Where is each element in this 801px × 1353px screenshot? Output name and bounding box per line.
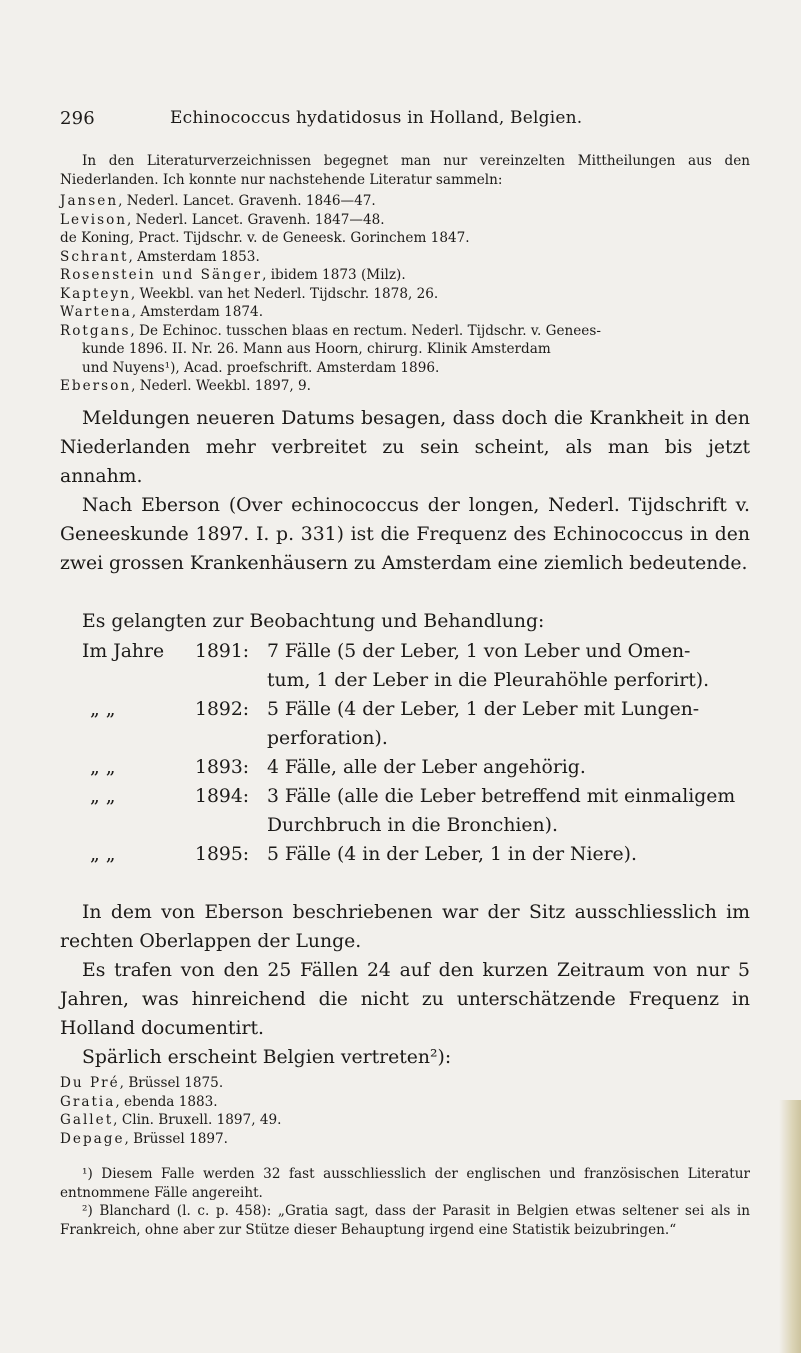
reference-continuation: kunde 1896. II. Nr. 26. Mann aus Hoorn, chirurg. Klinik Amsterdam	[82, 341, 551, 357]
paragraph-location: In dem von Eberson beschriebenen war der Sitz ausschliesslich im rechten Oberlappen der Lunge.	[60, 902, 750, 952]
paragraph-frequency: Es trafen von den 25 Fällen 24 auf den kurzen Zeitraum von nur 5 Jahren, was hinreichend die nicht zu unterschätzende Frequenz in Holland documentirt.	[60, 960, 750, 1039]
page-header	[60, 108, 760, 138]
year-row-continuation: Durchbruch in die Bronchien).	[267, 815, 558, 836]
year-row-1894: „ „ 1894: 3 Fälle (alle die Leber betreffend mit einmaligem	[90, 786, 736, 807]
reference-item: Levison, Nederl. Lancet. Gravenh. 1847—48.	[60, 211, 385, 228]
reference-item: Gratia, ebenda 1883.	[60, 1093, 218, 1110]
year-row-1893: „ „ 1893: 4 Fälle, alle der Leber angehörig.	[90, 757, 586, 778]
year-row-1892: „ „ 1892: 5 Fälle (4 der Leber, 1 der Leber mit Lungen-	[90, 699, 700, 720]
intro-paragraph: In den Literaturverzeichnissen begegnet man nur vereinzelten Mittheilungen aus den Niederlanden. Ich konnte nur nachstehende Literatur sammeln:	[60, 153, 750, 188]
footnote-2: ²) Blanchard (l. c. p. 458): „Gratia sagt, dass der Parasit in Belgien etwas seltener sei als in Frankreich, ohne aber zur Stütze dieser Behauptung irgend eine Statistik beizubringen.“	[60, 1203, 750, 1238]
reference-item: de Koning, Pract. Tijdschr. v. de Geneesk. Gorinchem 1847.	[60, 230, 470, 246]
year-row-1895: „ „ 1895: 5 Fälle (4 in der Leber, 1 in der Niere).	[90, 844, 637, 865]
belgium-reference-list	[60, 1074, 750, 1148]
page-edge-stain	[779, 1100, 801, 1353]
running-title: Echinococcus hydatidosus in Holland, Belgien.	[170, 108, 583, 128]
footnotes	[60, 1165, 750, 1239]
paragraph-observation-intro: Es gelangten zur Beobachtung und Behandlung:	[82, 611, 545, 632]
paragraph-eberson: Nach Eberson (Over echinococcus der longen, Nederl. Tijdschrift v. Geneeskunde 1897. I. p. 331) ist die Frequenz des Echinococcus in den zwei grossen Krankenhäusern zu Amsterdam eine ziemlich bedeutende.	[60, 495, 750, 574]
reference-item: Wartena, Amsterdam 1874.	[60, 304, 264, 320]
reference-item: Jansen, Nederl. Lancet. Gravenh. 1846—47.	[60, 193, 376, 209]
year-row-1891: Im Jahre 1891: 7 Fälle (5 der Leber, 1 von Leber und Omen-	[82, 641, 691, 662]
year-row-continuation: tum, 1 der Leber in die Pleurahöhle perforirt).	[267, 670, 710, 691]
reference-item: Rotgans, De Echinoc. tusschen blaas en rectum. Nederl. Tijdschr. v. Genees-	[60, 322, 601, 339]
year-row-continuation: perforation).	[267, 728, 388, 749]
reference-item: Rosenstein und Sänger, ibidem 1873 (Milz).	[60, 267, 406, 283]
reference-item: Eberson, Nederl. Weekbl. 1897, 9.	[60, 378, 311, 394]
reference-item: Schrant, Amsterdam 1853.	[60, 248, 260, 265]
reference-item: Du Pré, Brüssel 1875.	[60, 1075, 224, 1091]
reference-item: Depage, Brüssel 1897.	[60, 1130, 228, 1147]
paragraph-belgium: Spärlich erscheint Belgien vertreten²):	[82, 1047, 452, 1068]
yearly-cases-list	[82, 637, 750, 869]
reference-item: Gallet, Clin. Bruxell. 1897, 49.	[60, 1112, 282, 1128]
paragraph-recent-reports: Meldungen neueren Datums besagen, dass doch die Krankheit in den Niederlanden mehr verbreitet zu sein scheint, als man bis jetzt annahm.	[60, 408, 750, 487]
reference-item: Kapteyn, Weekbl. van het Nederl. Tijdschr. 1878, 26.	[60, 285, 439, 302]
footnote-1: ¹) Diesem Falle werden 32 fast ausschliesslich der englischen und französischen Literatur entnommene Fälle angereiht.	[60, 1166, 750, 1201]
reference-continuation: und Nuyens¹), Acad. proefschrift. Amsterdam 1896.	[82, 359, 440, 376]
dutch-reference-list	[60, 192, 750, 396]
page-number: 296	[60, 108, 95, 129]
